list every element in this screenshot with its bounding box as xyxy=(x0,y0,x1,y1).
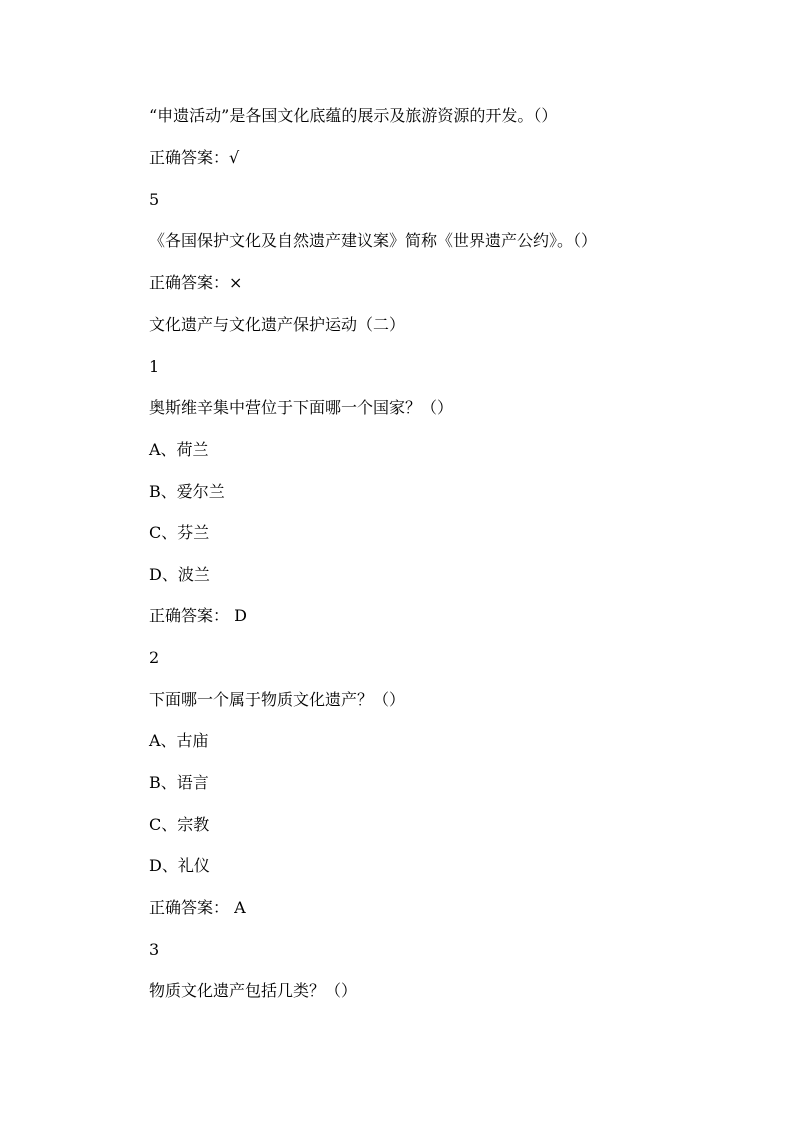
question-statement: 物质文化遗产包括几类？（） xyxy=(149,981,358,1000)
option-d: D、礼仪 xyxy=(149,856,210,875)
question-number: 5 xyxy=(149,190,160,209)
question-number: 1 xyxy=(149,357,160,376)
option-c: C、宗教 xyxy=(149,815,210,834)
question-statement: “申遗活动”是各国文化底蕴的展示及旅游资源的开发。（） xyxy=(149,106,558,125)
question-number: 3 xyxy=(149,940,160,959)
question-number: 2 xyxy=(149,648,160,667)
question-statement: 《各国保护文化及自然遗产建议案》简称《世界遗产公约》。（） xyxy=(149,231,598,250)
option-a: A、古庙 xyxy=(149,731,209,750)
answer-line: 正确答案：× xyxy=(149,273,243,292)
option-c: C、芬兰 xyxy=(149,523,210,542)
option-b: B、语言 xyxy=(149,773,209,792)
question-statement: 奥斯维辛集中营位于下面哪一个国家？（） xyxy=(149,398,454,417)
section-heading: 文化遗产与文化遗产保护运动（二） xyxy=(149,315,406,334)
answer-line: 正确答案： D xyxy=(149,606,247,625)
option-d: D、波兰 xyxy=(149,565,210,584)
option-a: A、荷兰 xyxy=(149,440,209,459)
answer-line: 正确答案：√ xyxy=(149,148,240,167)
answer-line: 正确答案： A xyxy=(149,898,246,917)
option-b: B、爱尔兰 xyxy=(149,482,225,501)
question-statement: 下面哪一个属于物质文化遗产？（） xyxy=(149,690,406,709)
